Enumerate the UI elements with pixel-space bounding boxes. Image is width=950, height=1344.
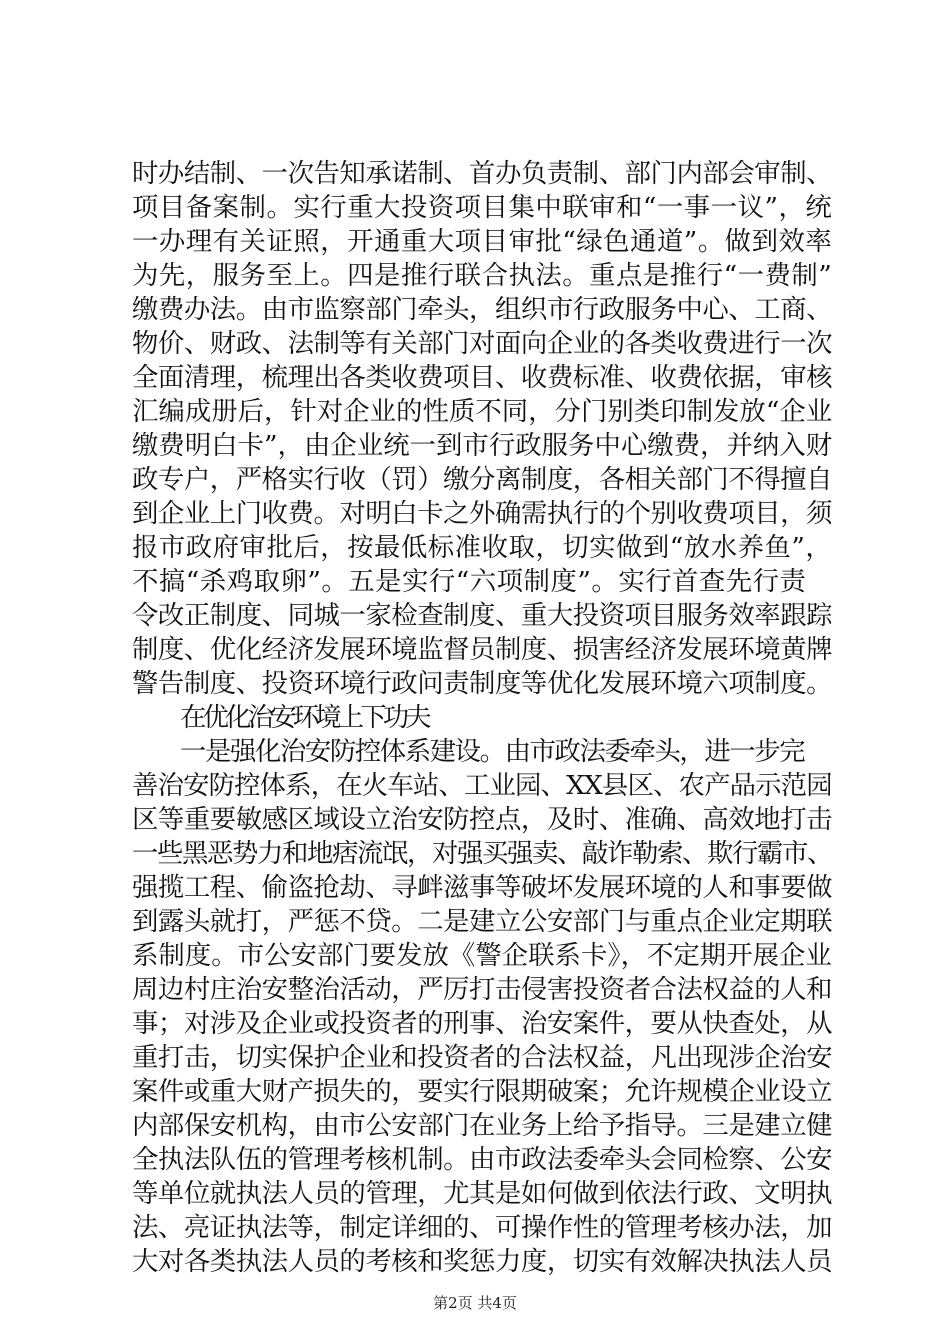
body-text-line: 政专户，严格实行收（罚）缴分离制度，各相关部门不得擅自 <box>132 464 833 495</box>
body-text-line: 汇编成册后，针对企业的性质不同，分门别类印制发放“企业 <box>132 396 833 427</box>
body-text-line: 不搞“杀鸡取卵”。五是实行“六项制度”。实行首查先行责 <box>132 566 807 597</box>
body-text-line: 大对各类执法人员的考核和奖惩力度，切实有效解决执法人员 <box>132 1246 833 1277</box>
body-text-line: 区等重要敏感区域设立治安防控点，及时、准确、高效地打击 <box>132 804 833 835</box>
page-number-footer: 第2页 共4页 <box>433 1294 517 1312</box>
section-heading: 在优化治安环境上下功夫 <box>180 702 428 733</box>
body-text-line: 令改正制度、同城一家检查制度、重大投资项目服务效率跟踪 <box>132 600 833 631</box>
body-text-line: 内部保安机构，由市公安部门在业务上给予指导。三是建立健 <box>132 1110 833 1141</box>
body-text-line: 等单位就执法人员的管理，尤其是如何做到依法行政、文明执 <box>132 1178 833 1209</box>
body-text-line: 全执法队伍的管理考核机制。由市政法委牵头会同检察、公安 <box>132 1144 833 1175</box>
body-text-line: 强揽工程、偷盗抢劫、寻衅滋事等破坏发展环境的人和事要做 <box>132 872 833 903</box>
body-text-line: 重打击，切实保护企业和投资者的合法权益，凡出现涉企治安 <box>132 1042 833 1073</box>
body-text-line: 项目备案制。实行重大投资项目集中联审和“一事一议”，统 <box>132 192 833 223</box>
body-text-line: 一办理有关证照，开通重大项目审批“绿色通道”。做到效率 <box>132 226 833 257</box>
body-text-line: 为先，服务至上。四是推行联合执法。重点是推行“一费制” <box>132 260 833 291</box>
body-text-line: 警告制度、投资环境行政问责制度等优化发展环境六项制度。 <box>132 668 833 699</box>
body-text-line: 案件或重大财产损失的，要实行限期破案；允许规模企业设立 <box>132 1076 833 1107</box>
body-text-line: 缴费办法。由市监察部门牵头，组织市行政服务中心、工商、 <box>132 294 833 325</box>
body-text-line: 一些黑恶势力和地痞流氓，对强买强卖、敲诈勒索、欺行霸市、 <box>132 838 832 869</box>
body-text-line: 物价、财政、法制等有关部门对面向企业的各类收费进行一次 <box>132 328 833 359</box>
body-text-line: 法、亮证执法等，制定详细的、可操作性的管理考核办法，加 <box>132 1212 833 1243</box>
body-text-line: 制度、优化经济发展环境监督员制度、损害经济发展环境黄牌 <box>132 634 833 665</box>
body-text-line: 周边村庄治安整治活动，严厉打击侵害投资者合法权益的人和 <box>132 974 833 1005</box>
body-text-line: 到企业上门收费。对明白卡之外确需执行的个别收费项目，须 <box>132 498 833 529</box>
body-text-line: 时办结制、一次告知承诺制、首办负责制、部门内部会审制、 <box>132 158 833 189</box>
body-text-line: 缴费明白卡”，由企业统一到市行政服务中心缴费，并纳入财 <box>132 430 833 461</box>
body-text-line: 善治安防控体系，在火车站、工业园、XX县区、农产品示范园 <box>132 770 832 801</box>
body-text-line: 到露头就打，严惩不贷。二是建立公安部门与重点企业定期联 <box>132 906 833 937</box>
body-text-line: 系制度。市公安部门要发放《警企联系卡》，不定期开展企业 <box>132 940 832 971</box>
body-text-line: 全面清理，梳理出各类收费项目、收费标准、收费依据，审核 <box>132 362 833 393</box>
body-text-line: 一是强化治安防控体系建设。由市政法委牵头，进一步完 <box>180 736 805 767</box>
body-text-line: 事；对涉及企业或投资者的刑事、治安案件，要从快查处，从 <box>132 1008 833 1039</box>
body-text-line: 报市政府审批后，按最低标准收取，切实做到“放水养鱼”， <box>132 532 833 563</box>
